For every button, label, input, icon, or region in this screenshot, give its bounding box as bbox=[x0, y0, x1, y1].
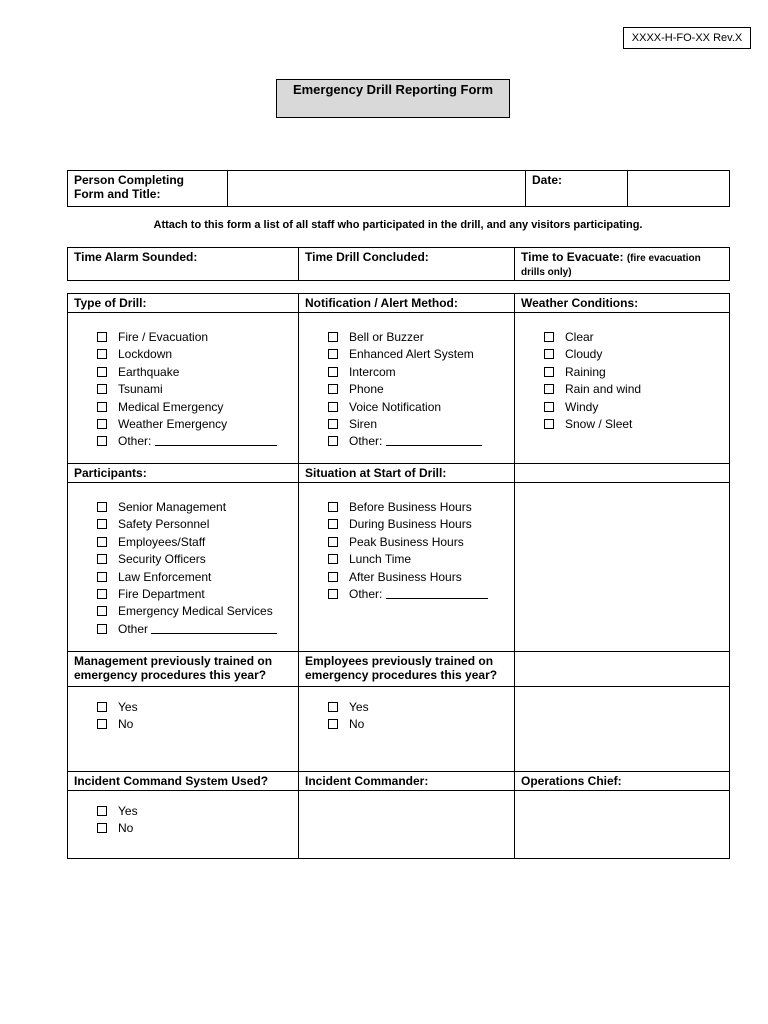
empty-cell bbox=[515, 483, 730, 652]
checkbox-option[interactable]: Voice Notification bbox=[328, 399, 508, 416]
document-number: XXXX-H-FO-XX Rev.X bbox=[623, 27, 751, 49]
checkbox-option[interactable]: Tsunami bbox=[97, 381, 292, 398]
checkbox-icon[interactable] bbox=[97, 572, 107, 582]
checkbox-icon[interactable] bbox=[328, 519, 338, 529]
notification-label: Notification / Alert Method: bbox=[299, 294, 515, 313]
checkbox-icon[interactable] bbox=[544, 332, 554, 342]
time-evacuate-cell[interactable] bbox=[515, 248, 730, 281]
checkbox-option[interactable]: Law Enforcement bbox=[97, 569, 292, 586]
checkbox-icon[interactable] bbox=[97, 554, 107, 564]
date-label: Date: bbox=[526, 171, 628, 207]
other-blank-line[interactable] bbox=[151, 621, 277, 634]
form-title: Emergency Drill Reporting Form bbox=[276, 79, 510, 118]
checkbox-icon[interactable] bbox=[328, 719, 338, 729]
checkbox-option[interactable]: Fire Department bbox=[97, 586, 292, 603]
checkbox-icon[interactable] bbox=[97, 519, 107, 529]
checkbox-icon[interactable] bbox=[328, 419, 338, 429]
checkbox-icon[interactable] bbox=[97, 402, 107, 412]
situation-label: Situation at Start of Drill: bbox=[299, 464, 515, 483]
checkbox-option[interactable]: After Business Hours bbox=[328, 569, 508, 586]
checkbox-icon[interactable] bbox=[97, 384, 107, 394]
checkbox-icon[interactable] bbox=[97, 419, 107, 429]
checkbox-icon[interactable] bbox=[97, 332, 107, 342]
time-alarm-label[interactable]: Time Alarm Sounded: bbox=[68, 248, 299, 281]
checkbox-option[interactable]: Safety Personnel bbox=[97, 516, 292, 533]
checkbox-option[interactable]: Raining bbox=[544, 364, 723, 381]
checkbox-option[interactable]: Peak Business Hours bbox=[328, 534, 508, 551]
checkbox-option[interactable]: Medical Emergency bbox=[97, 399, 292, 416]
checkbox-option[interactable]: Emergency Medical Services bbox=[97, 603, 292, 620]
checkbox-icon[interactable] bbox=[97, 589, 107, 599]
checkbox-option[interactable]: Bell or Buzzer bbox=[328, 329, 508, 346]
type-of-drill-list bbox=[74, 329, 292, 451]
checkbox-option[interactable]: No bbox=[328, 716, 508, 733]
checkbox-icon[interactable] bbox=[328, 349, 338, 359]
checkbox-option[interactable]: Cloudy bbox=[544, 346, 723, 363]
checkbox-option[interactable]: Clear bbox=[544, 329, 723, 346]
checkbox-icon[interactable] bbox=[97, 502, 107, 512]
drill-details-table bbox=[67, 293, 730, 859]
checkbox-icon[interactable] bbox=[328, 537, 338, 547]
person-label-line1: Person Completing bbox=[74, 173, 185, 187]
ops-chief-field[interactable] bbox=[515, 791, 730, 859]
empty-header-cell bbox=[515, 652, 730, 687]
emp-trained-label: Employees previously trained on emergency procedures this year? bbox=[299, 652, 515, 687]
checkbox-icon[interactable] bbox=[97, 719, 107, 729]
ics-label: Incident Command System Used? bbox=[68, 772, 299, 791]
person-label-line2: Form and Title: bbox=[74, 187, 161, 201]
notification-list bbox=[305, 329, 508, 451]
checkbox-option[interactable]: During Business Hours bbox=[328, 516, 508, 533]
other-blank-line[interactable] bbox=[386, 433, 482, 446]
time-evacuate-note-a: (fire evacuation bbox=[626, 253, 701, 264]
weather-list bbox=[521, 329, 723, 433]
participants-list bbox=[74, 499, 292, 638]
checkbox-icon[interactable] bbox=[97, 537, 107, 547]
checkbox-icon[interactable] bbox=[328, 572, 338, 582]
checkbox-icon[interactable] bbox=[544, 419, 554, 429]
checkbox-option[interactable]: Yes bbox=[97, 699, 292, 716]
checkbox-option[interactable]: Other: bbox=[328, 586, 508, 603]
situation-list bbox=[305, 499, 508, 603]
checkbox-option[interactable]: Weather Emergency bbox=[97, 416, 292, 433]
checkbox-icon[interactable] bbox=[544, 367, 554, 377]
mgmt-trained-list bbox=[74, 699, 292, 734]
type-of-drill-label: Type of Drill: bbox=[68, 294, 299, 313]
checkbox-option[interactable]: Windy bbox=[544, 399, 723, 416]
commander-label: Incident Commander: bbox=[299, 772, 515, 791]
checkbox-icon[interactable] bbox=[328, 589, 338, 599]
person-field[interactable] bbox=[228, 171, 526, 207]
attach-note: Attach to this form a list of all staff who participated in the drill, and any visitors participating. bbox=[153, 219, 643, 231]
checkbox-icon[interactable] bbox=[97, 702, 107, 712]
checkbox-icon[interactable] bbox=[328, 384, 338, 394]
checkbox-icon[interactable] bbox=[97, 806, 107, 816]
date-field[interactable] bbox=[628, 171, 730, 207]
checkbox-option[interactable]: Other bbox=[97, 621, 292, 638]
empty-cell bbox=[515, 687, 730, 772]
checkbox-icon[interactable] bbox=[544, 384, 554, 394]
empty-header-cell bbox=[515, 464, 730, 483]
checkbox-icon[interactable] bbox=[328, 367, 338, 377]
checkbox-icon[interactable] bbox=[97, 823, 107, 833]
checkbox-option[interactable]: Lunch Time bbox=[328, 551, 508, 568]
checkbox-option[interactable]: Other: bbox=[328, 433, 508, 450]
checkbox-icon[interactable] bbox=[328, 702, 338, 712]
checkbox-option[interactable]: Other: bbox=[97, 433, 292, 450]
checkbox-option[interactable]: Senior Management bbox=[97, 499, 292, 516]
participants-label: Participants: bbox=[68, 464, 299, 483]
checkbox-option[interactable]: Rain and wind bbox=[544, 381, 723, 398]
time-evacuate-label: Time to Evacuate: bbox=[521, 250, 624, 264]
person-table bbox=[67, 170, 730, 207]
time-table bbox=[67, 247, 730, 281]
other-blank-line[interactable] bbox=[155, 433, 277, 446]
emp-trained-list bbox=[305, 699, 508, 734]
checkbox-option[interactable]: Fire / Evacuation bbox=[97, 329, 292, 346]
ops-chief-label: Operations Chief: bbox=[515, 772, 730, 791]
checkbox-icon[interactable] bbox=[328, 402, 338, 412]
checkbox-option[interactable]: Lockdown bbox=[97, 346, 292, 363]
other-blank-line[interactable] bbox=[386, 586, 488, 599]
checkbox-option[interactable]: Siren bbox=[328, 416, 508, 433]
checkbox-icon[interactable] bbox=[97, 367, 107, 377]
checkbox-icon[interactable] bbox=[328, 436, 338, 446]
checkbox-icon[interactable] bbox=[97, 624, 107, 634]
checkbox-option[interactable]: No bbox=[97, 820, 292, 837]
checkbox-icon[interactable] bbox=[328, 554, 338, 564]
checkbox-icon[interactable] bbox=[97, 436, 107, 446]
checkbox-option[interactable]: Enhanced Alert System bbox=[328, 346, 508, 363]
checkbox-icon[interactable] bbox=[97, 606, 107, 616]
ics-list bbox=[74, 803, 292, 838]
checkbox-option[interactable]: Yes bbox=[97, 803, 292, 820]
weather-label: Weather Conditions: bbox=[515, 294, 730, 313]
checkbox-option[interactable]: Earthquake bbox=[97, 364, 292, 381]
checkbox-option[interactable]: Before Business Hours bbox=[328, 499, 508, 516]
checkbox-option[interactable]: Yes bbox=[328, 699, 508, 716]
mgmt-trained-label: Management previously trained on emergency procedures this year? bbox=[68, 652, 299, 687]
person-label bbox=[68, 171, 228, 207]
checkbox-icon[interactable] bbox=[328, 502, 338, 512]
commander-field[interactable] bbox=[299, 791, 515, 859]
checkbox-option[interactable]: No bbox=[97, 716, 292, 733]
checkbox-icon[interactable] bbox=[328, 332, 338, 342]
checkbox-icon[interactable] bbox=[544, 402, 554, 412]
checkbox-option[interactable]: Intercom bbox=[328, 364, 508, 381]
checkbox-option[interactable]: Security Officers bbox=[97, 551, 292, 568]
time-evacuate-note-b: drills only) bbox=[521, 267, 572, 278]
checkbox-option[interactable]: Employees/Staff bbox=[97, 534, 292, 551]
time-concluded-label[interactable]: Time Drill Concluded: bbox=[299, 248, 515, 281]
checkbox-option[interactable]: Snow / Sleet bbox=[544, 416, 723, 433]
checkbox-option[interactable]: Phone bbox=[328, 381, 508, 398]
checkbox-icon[interactable] bbox=[97, 349, 107, 359]
checkbox-icon[interactable] bbox=[544, 349, 554, 359]
